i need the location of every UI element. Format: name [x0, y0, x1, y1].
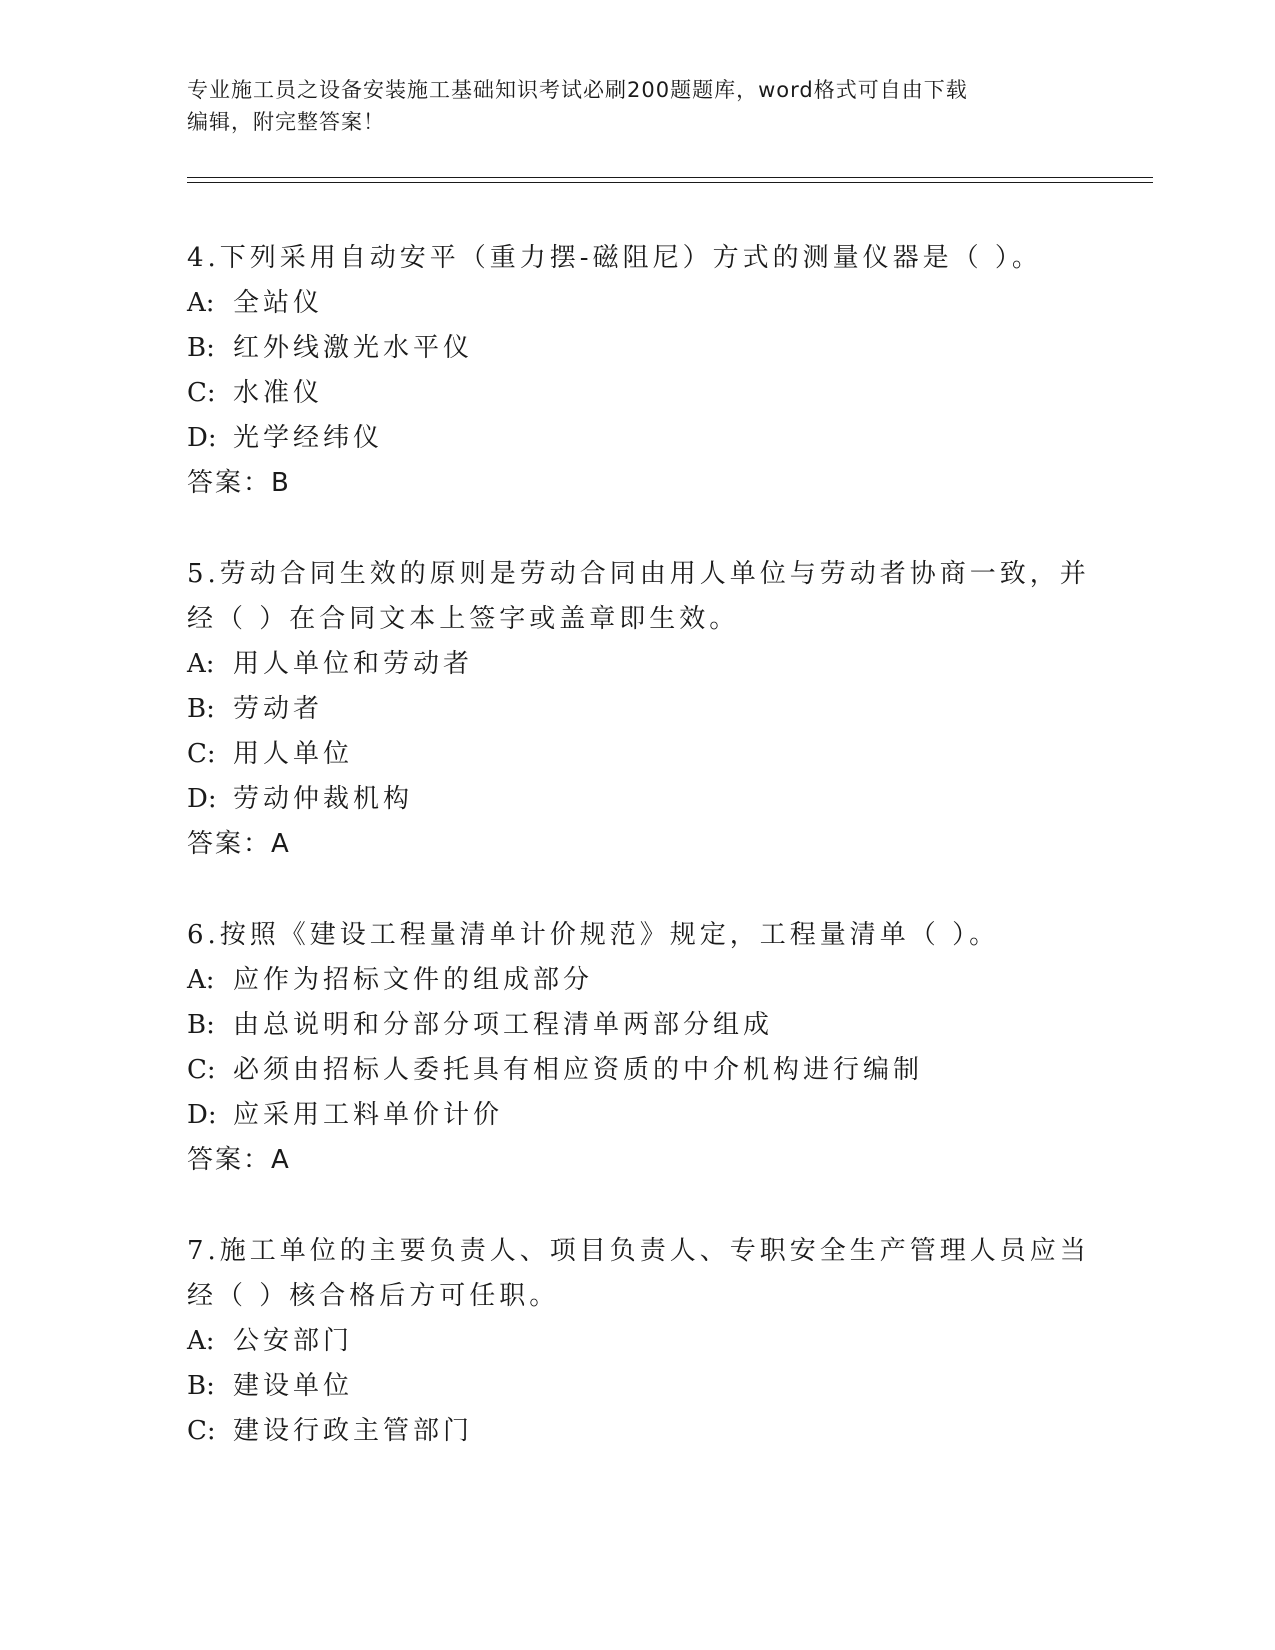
- answer-key: 答案：B: [187, 468, 291, 498]
- option-letter: C:: [187, 739, 216, 769]
- option-text: 红外线激光水平仪: [233, 333, 474, 363]
- option-letter: C:: [187, 378, 216, 408]
- question-block: [187, 913, 1107, 1183]
- question-stem: 5.劳动合同生效的原则是劳动合同由用人单位与劳动者协商一致，并: [187, 559, 1090, 589]
- option-text: 用人单位和劳动者: [233, 649, 474, 679]
- answer-option: [187, 1409, 1107, 1454]
- question-stem: 6.按照《建设工程量清单计价规范》规定，工程量清单（ ）。: [187, 920, 1000, 950]
- answer-key: 答案：A: [187, 1145, 291, 1175]
- option-letter: C:: [187, 1055, 216, 1085]
- option-letter: A:: [187, 288, 215, 318]
- answer-option: [187, 1048, 1107, 1093]
- option-text: 水准仪: [233, 378, 324, 408]
- option-text: 劳动者: [233, 694, 324, 724]
- option-letter: B:: [187, 1371, 215, 1401]
- option-text: 必须由招标人委托具有相应资质的中介机构进行编制: [233, 1055, 924, 1085]
- answer-option: [187, 1003, 1107, 1048]
- answer-option: [187, 1364, 1107, 1409]
- header-divider-top: [187, 177, 1153, 178]
- answer-option: [187, 687, 1107, 732]
- question-list: [187, 236, 1107, 1500]
- question-block: [187, 236, 1107, 506]
- option-letter: B:: [187, 694, 215, 724]
- option-letter: A:: [187, 965, 215, 995]
- answer-option: [187, 371, 1107, 416]
- answer-option: [187, 1319, 1107, 1364]
- option-letter: D:: [187, 1100, 217, 1130]
- option-letter: D:: [187, 784, 217, 814]
- answer-option: [187, 732, 1107, 777]
- option-letter: C:: [187, 1416, 216, 1446]
- option-text: 由总说明和分部分项工程清单两部分组成: [233, 1010, 774, 1040]
- option-text: 光学经纬仪: [233, 423, 384, 453]
- option-letter: D:: [187, 423, 217, 453]
- option-letter: A:: [187, 649, 215, 679]
- header-divider-bottom: [187, 182, 1153, 183]
- answer-option: [187, 326, 1107, 371]
- option-letter: B:: [187, 1010, 215, 1040]
- question-stem: 7.施工单位的主要负责人、项目负责人、专职安全生产管理人员应当: [187, 1236, 1090, 1266]
- answer-option: [187, 642, 1107, 687]
- option-text: 应采用工料单价计价: [233, 1100, 504, 1130]
- question-stem: 经（ ）在合同文本上签字或盖章即生效。: [187, 604, 740, 634]
- answer-option: [187, 958, 1107, 1003]
- question-stem: 4.下列采用自动安平（重力摆-磁阻尼）方式的测量仪器是（ ）。: [187, 243, 1042, 273]
- option-text: 建设行政主管部门: [233, 1416, 474, 1446]
- answer-option: [187, 1093, 1107, 1138]
- question-stem: 经（ ）核合格后方可任职。: [187, 1281, 560, 1311]
- header-title-line-1: 专业施工员之设备安装施工基础知识考试必刷200题题库，word格式可自由下载: [187, 78, 968, 102]
- answer-option: [187, 777, 1107, 822]
- option-text: 全站仪: [233, 288, 324, 318]
- header-title-line-2: 编辑，附完整答案！: [187, 110, 385, 134]
- answer-key: 答案：A: [187, 829, 291, 859]
- option-text: 劳动仲裁机构: [233, 784, 414, 814]
- question-block: [187, 1229, 1107, 1454]
- question-block: [187, 552, 1107, 867]
- answer-option: [187, 281, 1107, 326]
- option-text: 公安部门: [233, 1326, 354, 1356]
- answer-option: [187, 416, 1107, 461]
- option-text: 应作为招标文件的组成部分: [233, 965, 594, 995]
- option-letter: A:: [187, 1326, 215, 1356]
- option-text: 用人单位: [233, 739, 354, 769]
- document-header: [187, 74, 1087, 138]
- option-text: 建设单位: [233, 1371, 354, 1401]
- option-letter: B:: [187, 333, 215, 363]
